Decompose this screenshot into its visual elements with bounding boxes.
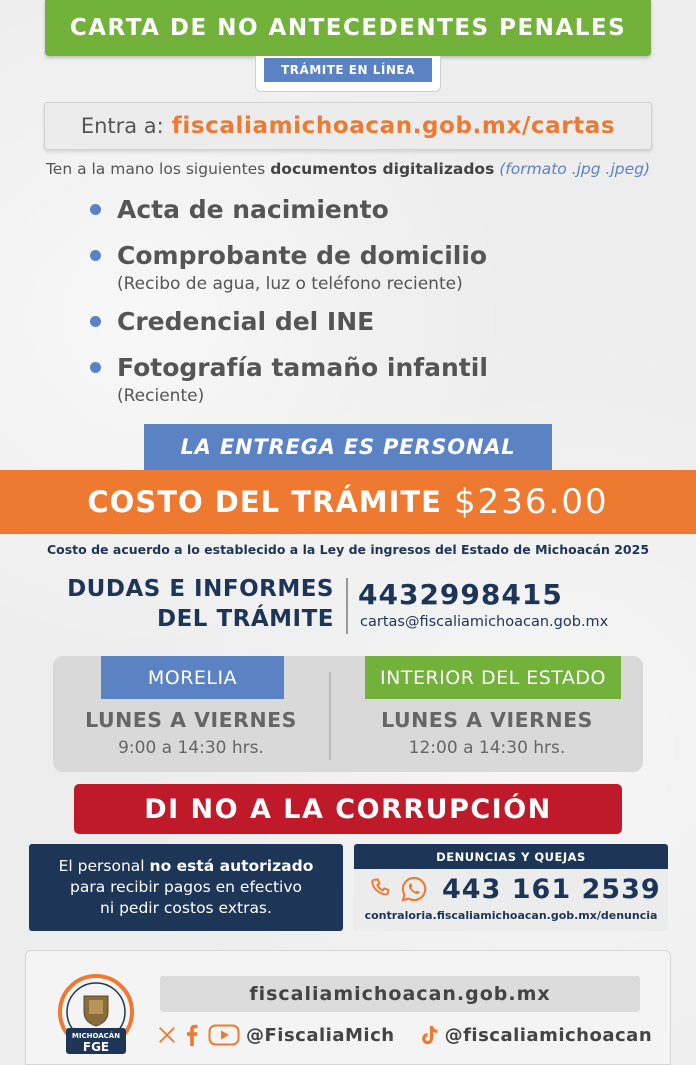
bullet-icon	[90, 204, 101, 215]
social-handle-main[interactable]: @FiscaliaMich	[246, 1024, 395, 1046]
info-label: DUDAS E INFORMES DEL TRÁMITE	[67, 576, 334, 632]
social-links	[158, 1020, 653, 1050]
list-item: Credencial del INE	[90, 304, 650, 340]
list-item: Acta de nacimiento	[90, 192, 650, 228]
phone-icon	[368, 876, 394, 902]
cost-banner	[0, 470, 696, 534]
svg-text:MICHOACÁN: MICHOACÁN	[71, 1032, 121, 1040]
schedule-hours-interior: 12:00 a 14:30 hrs.	[408, 738, 566, 758]
list-item: Fotografía tamaño infantil (Reciente)	[90, 350, 650, 406]
page-title: CARTA DE NO ANTECEDENTES PENALES	[45, 0, 651, 56]
info-phone[interactable]: 4432998415	[358, 578, 563, 611]
schedule-days-interior: LUNES A VIERNES	[381, 708, 593, 732]
tiktok-icon[interactable]	[419, 1024, 439, 1046]
complaints-panel	[354, 844, 668, 931]
social-handle-tiktok[interactable]: @fiscaliamichoacan	[444, 1024, 653, 1046]
x-icon[interactable]	[158, 1026, 176, 1044]
divider	[346, 578, 348, 634]
delivery-banner: LA ENTREGA ES PERSONAL	[144, 424, 552, 470]
documents-list	[90, 192, 650, 416]
website-prefix: Entra a:	[80, 114, 164, 138]
schedule-days-morelia: LUNES A VIERNES	[85, 708, 297, 732]
footer-website-link[interactable]: fiscaliamichoacan.gob.mx	[160, 976, 640, 1012]
bullet-icon	[90, 316, 101, 327]
staff-notice: El personal no está autorizado para recibir pagos en efectivo ni pedir costos extras.	[29, 844, 343, 931]
bullet-icon	[90, 250, 101, 261]
complaints-url[interactable]: contraloria.fiscaliamichoacan.gob.mx/denuncia	[364, 909, 658, 922]
facebook-icon[interactable]	[184, 1024, 200, 1046]
whatsapp-icon	[400, 875, 428, 903]
cost-label: COSTO DEL TRÁMITE	[87, 485, 442, 519]
website-box	[44, 102, 652, 150]
bullet-icon	[90, 362, 101, 373]
cost-note: Costo de acuerdo a lo establecido a la Ley de ingresos del Estado de Michoacán 2025	[46, 542, 650, 557]
svg-text:FGE: FGE	[82, 1040, 110, 1054]
fge-seal-icon	[54, 972, 138, 1056]
corruption-banner: DI NO A LA CORRUPCIÓN	[74, 784, 622, 834]
complaints-phone[interactable]: 443 161 2539	[442, 873, 661, 905]
online-badge: TRÁMITE EN LÍNEA	[264, 58, 432, 82]
list-item: Comprobante de domicilio (Recibo de agua, luz o teléfono reciente)	[90, 238, 650, 294]
info-email[interactable]: cartas@fiscaliamichoacan.gob.mx	[360, 614, 609, 630]
schedule-hours-morelia: 9:00 a 14:30 hrs.	[118, 738, 264, 758]
cost-value: $236.00	[454, 482, 609, 522]
complaints-contact	[354, 869, 668, 909]
website-link[interactable]: fiscaliamichoacan.gob.mx/cartas	[171, 113, 616, 139]
schedule-tag-morelia: MORELIA	[101, 656, 284, 699]
schedule-tag-interior: INTERIOR DEL ESTADO	[365, 656, 621, 699]
complaints-title: DENUNCIAS Y QUEJAS	[354, 844, 668, 869]
youtube-icon[interactable]	[208, 1024, 240, 1046]
documents-intro: Ten a la mano los siguientes documentos digitalizados (formato .jpg .jpeg)	[45, 160, 651, 178]
